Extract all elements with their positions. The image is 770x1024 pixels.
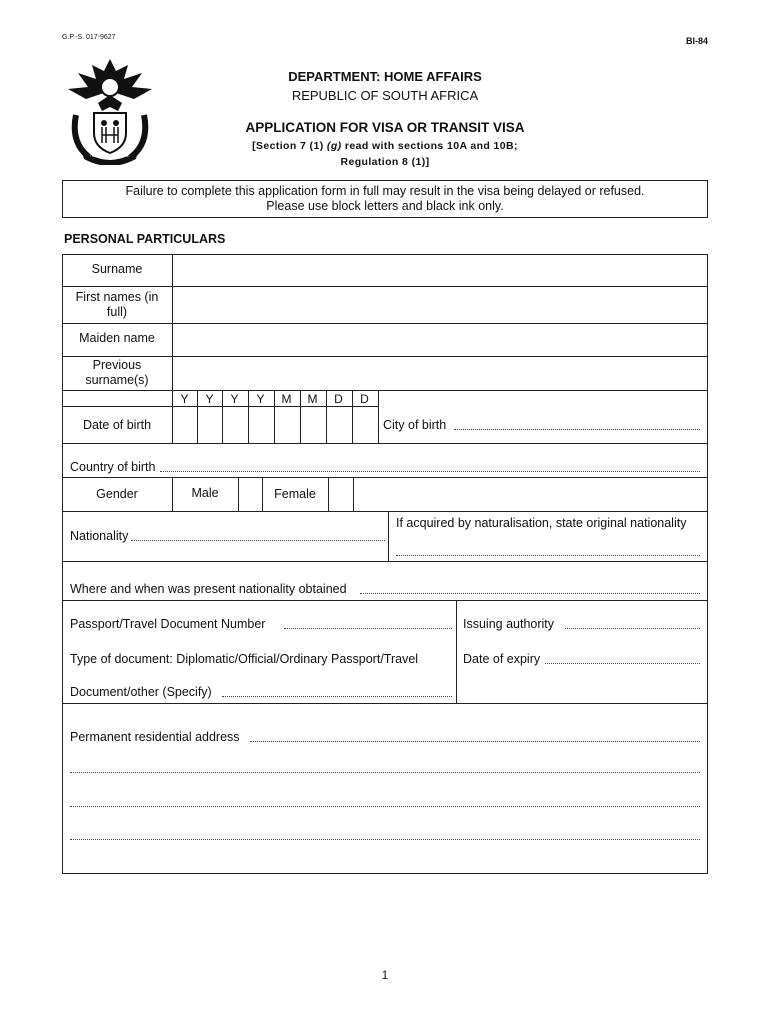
male-checkbox[interactable]: [239, 478, 261, 510]
motto-text: !KE E: /XARRA //KE: [90, 153, 130, 158]
country-of-birth-label: Country of birth: [70, 460, 156, 474]
form-title: APPLICATION FOR VISA OR TRANSIT VISA: [245, 120, 525, 135]
original-nationality-input[interactable]: [396, 555, 700, 556]
female-checkbox[interactable]: [329, 478, 352, 510]
dob-letter-y2: Y: [205, 392, 214, 406]
date-of-birth-label: Date of birth: [82, 418, 152, 432]
address-line-4-input[interactable]: [70, 839, 700, 840]
issuing-authority-label: Issuing authority: [463, 617, 555, 631]
gender-label: Gender: [96, 487, 138, 501]
maiden-name-input[interactable]: [173, 324, 707, 355]
nationality-obtained-input[interactable]: [360, 593, 700, 594]
maiden-name-label: Maiden name: [79, 331, 155, 345]
dob-letter-y3: Y: [230, 392, 239, 406]
document-other-input[interactable]: [222, 696, 452, 697]
date-of-birth-input[interactable]: [173, 407, 377, 442]
notice-line-2: Please use block letters and black ink only.: [266, 199, 504, 213]
city-of-birth-input[interactable]: [454, 429, 700, 430]
male-label: Male: [191, 486, 219, 500]
document-other-label: Document/other (Specify): [70, 685, 212, 699]
previous-surnames-input[interactable]: [173, 357, 707, 389]
first-names-label: First names (in full): [75, 290, 159, 319]
department-heading: DEPARTMENT: HOME AFFAIRS: [288, 69, 482, 84]
dob-letter-y1: Y: [180, 392, 189, 406]
female-label: Female: [274, 487, 316, 501]
address-line-1-input[interactable]: [250, 741, 700, 742]
surname-input[interactable]: [173, 255, 707, 285]
section-g: (g): [326, 140, 342, 152]
nationality-label: Nationality: [70, 529, 129, 543]
notice-box: [62, 180, 708, 218]
republic-heading: REPUBLIC OF SOUTH AFRICA: [291, 88, 479, 103]
dob-letter-m2: M: [307, 392, 318, 406]
permanent-address-label: Permanent residential address: [70, 730, 240, 744]
form-code: BI-84: [685, 36, 708, 46]
country-of-birth-input[interactable]: [160, 471, 700, 472]
dob-letter-m1: M: [281, 392, 292, 406]
document-type-label: Type of document: Diplomatic/Official/Ordinary Passport/Travel: [70, 652, 419, 666]
city-of-birth-label: City of birth: [383, 418, 447, 432]
section-pre: [Section 7 (1): [252, 140, 327, 152]
date-of-expiry-label: Date of expiry: [463, 652, 541, 666]
nationality-input[interactable]: [131, 540, 385, 541]
first-names-input[interactable]: [173, 287, 707, 322]
dob-letter-y4: Y: [256, 392, 265, 406]
address-line-2-input[interactable]: [70, 772, 700, 773]
dob-letter-d2: D: [360, 392, 369, 406]
issuing-authority-input[interactable]: [565, 628, 700, 629]
passport-number-label: Passport/Travel Document Number: [70, 617, 266, 631]
regulation-reference: Regulation 8 (1)]: [340, 156, 430, 168]
surname-label: Surname: [91, 262, 143, 276]
dob-letter-d1: D: [334, 392, 343, 406]
section-reference: [0, 140, 770, 152]
page-number: 1: [381, 968, 389, 982]
address-line-3-input[interactable]: [70, 806, 700, 807]
nationality-obtained-label: Where and when was present nationality obtained: [70, 582, 347, 596]
naturalisation-label: If acquired by naturalisation, state original nationality: [396, 516, 687, 530]
passport-number-input[interactable]: [284, 628, 452, 629]
previous-surnames-label: Previous surname(s): [85, 358, 149, 387]
notice-line-1: Failure to complete this application form in full may result in the visa being delayed or refused.: [125, 184, 645, 198]
gp-code: G.P.-S. 017-9627: [62, 34, 116, 41]
section-title: PERSONAL PARTICULARS: [64, 232, 226, 246]
section-post: read with sections 10A and 10B;: [341, 140, 518, 152]
date-of-expiry-input[interactable]: [545, 663, 700, 664]
